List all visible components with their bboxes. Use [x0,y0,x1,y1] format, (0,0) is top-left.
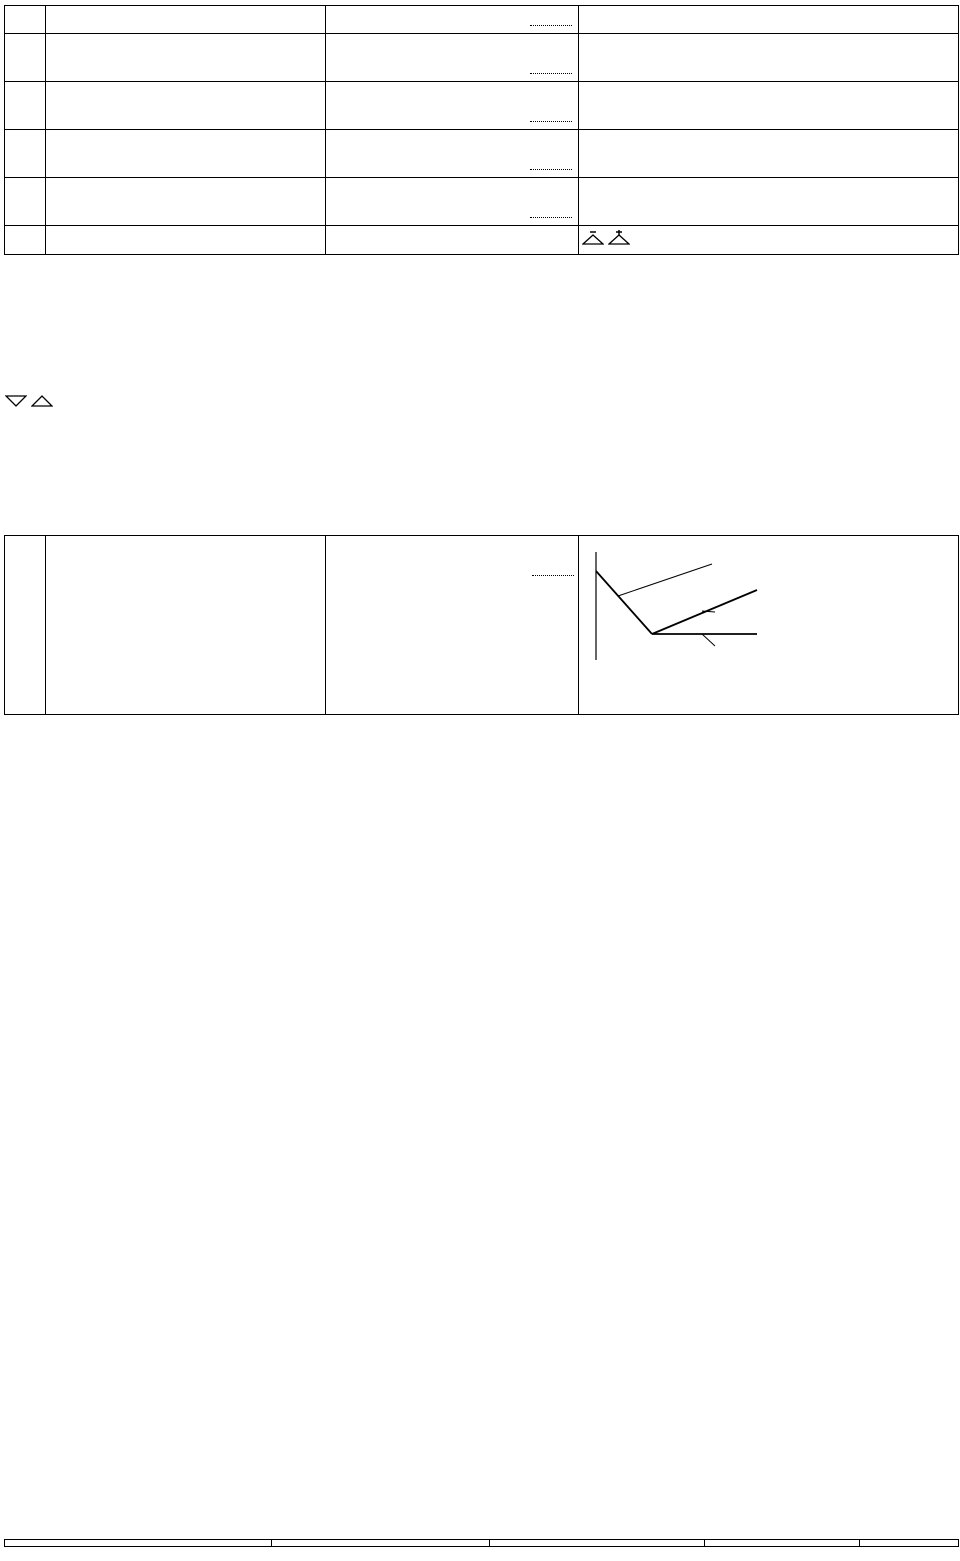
value-wrap [326,86,578,126]
user-value-field [481,106,573,126]
param-value-cell [326,34,579,82]
opl-226-line [596,571,652,634]
plus-key-icon [608,230,630,246]
top-settings-table [4,5,959,255]
param-note [579,226,959,255]
default-range [326,86,481,126]
spacer [481,86,573,106]
user-entry-line [530,202,572,218]
user-entry-line [532,560,574,576]
param-number [5,178,46,226]
param-number [5,226,46,255]
user-entry-line [530,106,572,122]
param-note [579,536,959,715]
footer [4,1539,959,1547]
param-note [579,82,959,130]
param-value-cell [326,226,579,255]
user-entry-line [530,10,572,26]
user-entry [481,86,573,126]
param-row [5,130,959,178]
default-range [326,134,481,174]
default-value [326,536,481,715]
up-key-icon [31,394,53,408]
legend-row [582,696,955,714]
param-description [46,82,326,130]
param-description [46,226,326,255]
param-number [5,6,46,34]
footer-date [705,1540,860,1547]
user-entry-line [530,58,572,74]
legend-row [582,678,955,696]
spacer [481,134,573,154]
user-value-field [481,10,573,30]
param-value-cell [326,130,579,178]
note-line [582,230,955,251]
step-1 [5,393,53,414]
down-key-icon [5,394,27,408]
user-entry [481,536,579,715]
param-number [5,130,46,178]
value-wrap [326,182,578,222]
param-row [5,34,959,82]
spacer [484,540,576,560]
leader-226 [618,564,712,596]
param-row [5,226,959,255]
value-wrap [326,134,578,174]
spacer [481,38,573,58]
param-row [5,82,959,130]
param-row [5,178,959,226]
opl-228-line [652,590,757,634]
leader-line [702,634,715,646]
param-number [5,536,46,715]
user-value-field [481,202,573,222]
param-note [579,6,959,34]
user-value-field [481,58,573,78]
user-entry [481,134,573,174]
default-range [326,10,481,30]
spacer [481,182,573,202]
footer-doc-number [272,1540,490,1547]
param-note [579,130,959,178]
user-entry-line [530,154,572,170]
default-range [326,38,481,78]
value-wrap [326,10,578,30]
default-range [326,182,481,222]
param-description [46,178,326,226]
user-entry [481,10,573,30]
param-note [579,178,959,226]
param-value-cell [326,6,579,34]
footer-company [5,1540,272,1547]
param-description [46,130,326,178]
param-value-cell [326,82,579,130]
param-description [46,34,326,82]
param-number [5,82,46,130]
param-number [5,34,46,82]
footer-doc-code [490,1540,705,1547]
param-row [5,6,959,34]
param-note [579,34,959,82]
param-description [46,536,326,715]
legend-row [582,660,955,678]
footer-page [860,1540,959,1547]
param-row [5,536,959,715]
user-value-field [481,154,573,174]
graph-legend [582,660,955,714]
user-entry [481,38,573,78]
locked-functions-table [4,535,959,715]
user-value-field [484,560,576,580]
user-entry [481,182,573,222]
return-temp-limit-graph [582,542,952,660]
value-wrap [326,38,578,78]
param-value-cell [326,178,579,226]
minus-key-icon [582,230,604,246]
param-description [46,6,326,34]
